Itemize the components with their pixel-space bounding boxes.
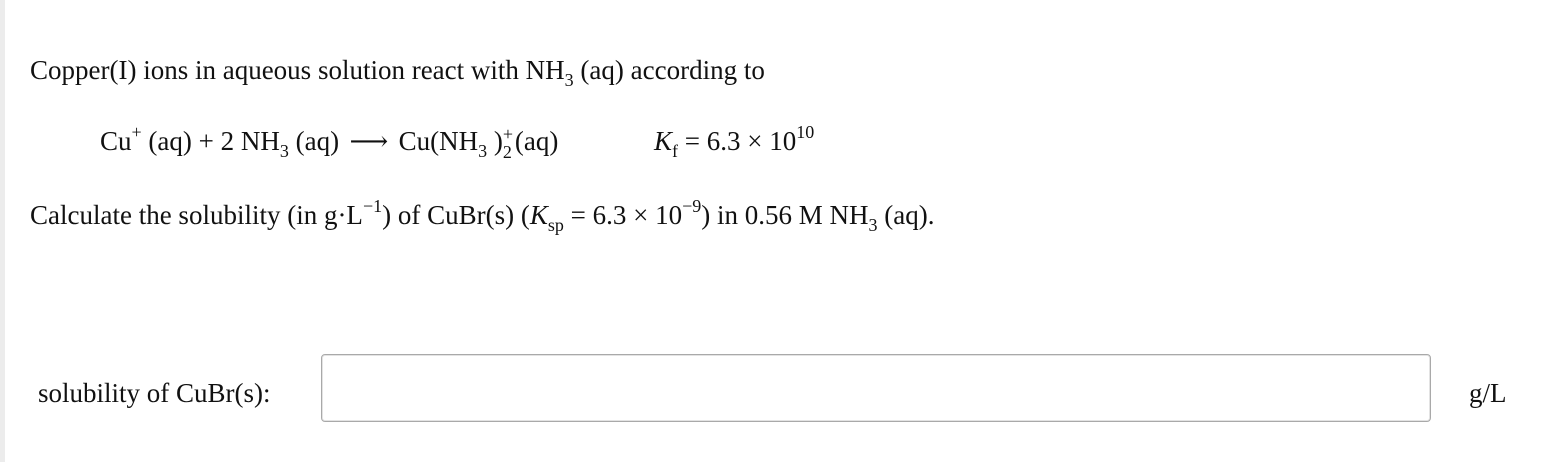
intro-tail: (aq) according to	[580, 55, 765, 85]
question-text-2: ) of CuBr(s) (	[382, 200, 530, 230]
ksp-subscript: sp	[547, 215, 564, 235]
problem-question	[30, 197, 934, 233]
question-nh3-subscript: 3	[868, 215, 878, 235]
reactant-nh3-subscript: 3	[279, 141, 289, 161]
product-charge-count	[502, 124, 515, 162]
left-border	[0, 0, 5, 462]
intro-subscript: 3	[564, 70, 574, 90]
question-exponent-1: −1	[362, 196, 383, 216]
problem-intro	[30, 52, 765, 88]
solubility-input[interactable]	[321, 354, 1431, 422]
product-nh3-subscript: 3	[478, 141, 488, 161]
kf-exponent: 10	[796, 122, 815, 142]
unit-label: g/L	[1469, 378, 1507, 408]
question-text-4: ) in 0.56 M NH	[701, 200, 869, 230]
reaction-arrow: ⟶	[349, 126, 389, 156]
answer-label: solubility of CuBr(s):	[38, 378, 271, 408]
kf-value: = 6.3 × 10	[684, 126, 797, 156]
question-exponent-2: −9	[682, 196, 702, 216]
reactant-cu-charge: +	[131, 122, 142, 142]
product-complex: Cu(NH	[398, 126, 479, 156]
kf-subscript: f	[672, 141, 679, 161]
question-text-3: = 6.3 × 10	[570, 200, 683, 230]
kf-symbol: K	[654, 126, 673, 156]
reactant-nh3: + 2 NH	[198, 126, 280, 156]
reactant-cu: Cu	[100, 126, 132, 156]
reaction-equation	[100, 122, 559, 162]
question-text-1: Calculate the solubility (in g·L	[30, 200, 363, 230]
ksp-symbol: K	[529, 200, 548, 230]
formation-constant	[654, 123, 814, 159]
product-count: 2	[502, 142, 512, 162]
product-state: (aq)	[514, 126, 559, 156]
product-close-paren: )	[493, 126, 503, 156]
product-charge: +	[502, 124, 513, 144]
intro-text: Copper(I) ions in aqueous solution react with NH	[30, 55, 565, 85]
reactant-cu-state: (aq)	[148, 126, 192, 156]
reactant-nh3-state: (aq)	[295, 126, 340, 156]
question-text-5: (aq).	[884, 200, 935, 230]
